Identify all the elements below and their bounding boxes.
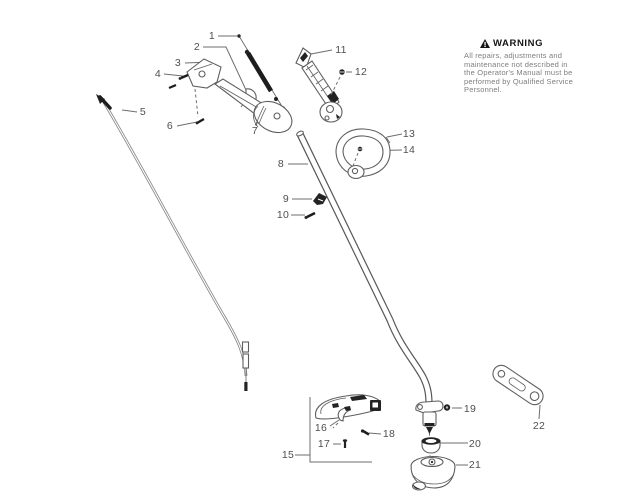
warning-line-2: maintenance not described in [464,59,568,69]
part-5-drive-cable [96,94,249,391]
part-4-screws [169,75,188,88]
part-12-screw [331,69,345,95]
part-9-cable-clip [313,193,327,205]
callout-label-14: 14 [402,144,416,156]
callout-label-10: 10 [276,209,290,221]
warning-line-3: the Operator's Manual must be [464,68,573,78]
callout-label-13: 13 [402,128,416,140]
callout-label-22: 22 [532,420,546,432]
part-20-dust-cup [422,437,441,453]
callout-label-11: 11 [335,44,347,56]
part-13-loop-handle [336,129,390,179]
part-22-wrench-tool [490,362,547,408]
callout-label-17: 17 [317,438,331,450]
warning-line-4: performed by Qualified Service [464,76,573,86]
callout-label-7: 7 [251,125,259,137]
warning-box [464,38,586,95]
callout-label-6: 6 [166,120,174,132]
callout-label-3: 3 [174,57,182,69]
part-21-trimmer-head [411,457,455,491]
callout-label-20: 20 [468,438,482,450]
callout-label-8: 8 [277,158,285,170]
callout-label-21: 21 [468,459,482,471]
callout-label-9: 9 [282,193,290,205]
part-6-screw [196,119,204,124]
warning-line-1: All repairs, adjustments and [464,51,563,60]
callout-label-15: 15 [281,449,295,461]
callout-label-4: 4 [154,68,162,80]
part-17-screw [343,439,347,448]
callout-label-12: 12 [354,66,368,78]
callout-label-5: 5 [139,106,147,118]
part-3-handle-rear-half [187,59,297,139]
warning-title: WARNING [493,38,544,49]
warning-triangle-icon [480,39,490,48]
part-19-screw [444,404,450,410]
callout-label-19: 19 [463,403,477,415]
callout-label-16: 16 [314,422,328,434]
callout-label-2: 2 [193,41,201,53]
part-18-screw [361,429,369,434]
part-11-handle-front-half [296,48,342,122]
warning-line-5: Personnel. [464,85,502,95]
callout-label-1: 1 [208,30,216,42]
part-10-screw [305,213,316,219]
shaft-end-clamp [416,401,443,434]
callout-label-18: 18 [382,428,396,440]
